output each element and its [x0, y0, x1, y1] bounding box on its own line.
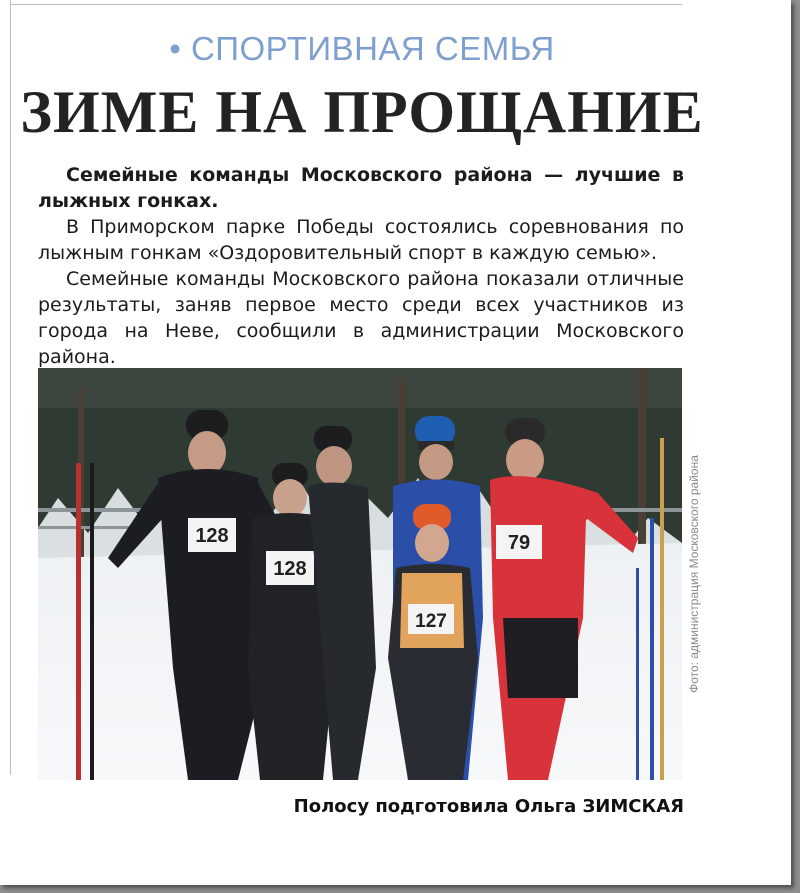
column-rule-top	[10, 4, 682, 5]
article-body	[38, 162, 684, 370]
byline: Полосу подготовила Ольга ЗИМСКАЯ	[293, 796, 684, 817]
photo-credit-column	[686, 368, 702, 780]
race-bib: 127	[415, 611, 447, 632]
race-bib: 128	[195, 525, 229, 547]
headline: ЗИМЕ НА ПРОЩАНИЕ	[20, 79, 704, 145]
photo-credit: Фото: администрация Московского района	[687, 455, 701, 693]
team-photo	[38, 368, 682, 780]
race-bib: 79	[507, 532, 531, 554]
section-kicker: • СПОРТИВНАЯ СЕМЬЯ	[169, 30, 555, 67]
article-lead: Семейные команды Московского района — лучшие в лыжных гонках.	[38, 164, 684, 212]
article-paragraph: Семейные команды Московского района показали отличные результаты, заняв первое место среди всех участников из города на Неве, сообщили в администрации Московского района.	[38, 268, 684, 368]
article-paragraph: В Приморском парке Победы состоялись соревнования по лыжным гонкам «Оздоровительный спорт в каждую семью».	[38, 216, 684, 264]
race-bib: 128	[273, 558, 307, 580]
